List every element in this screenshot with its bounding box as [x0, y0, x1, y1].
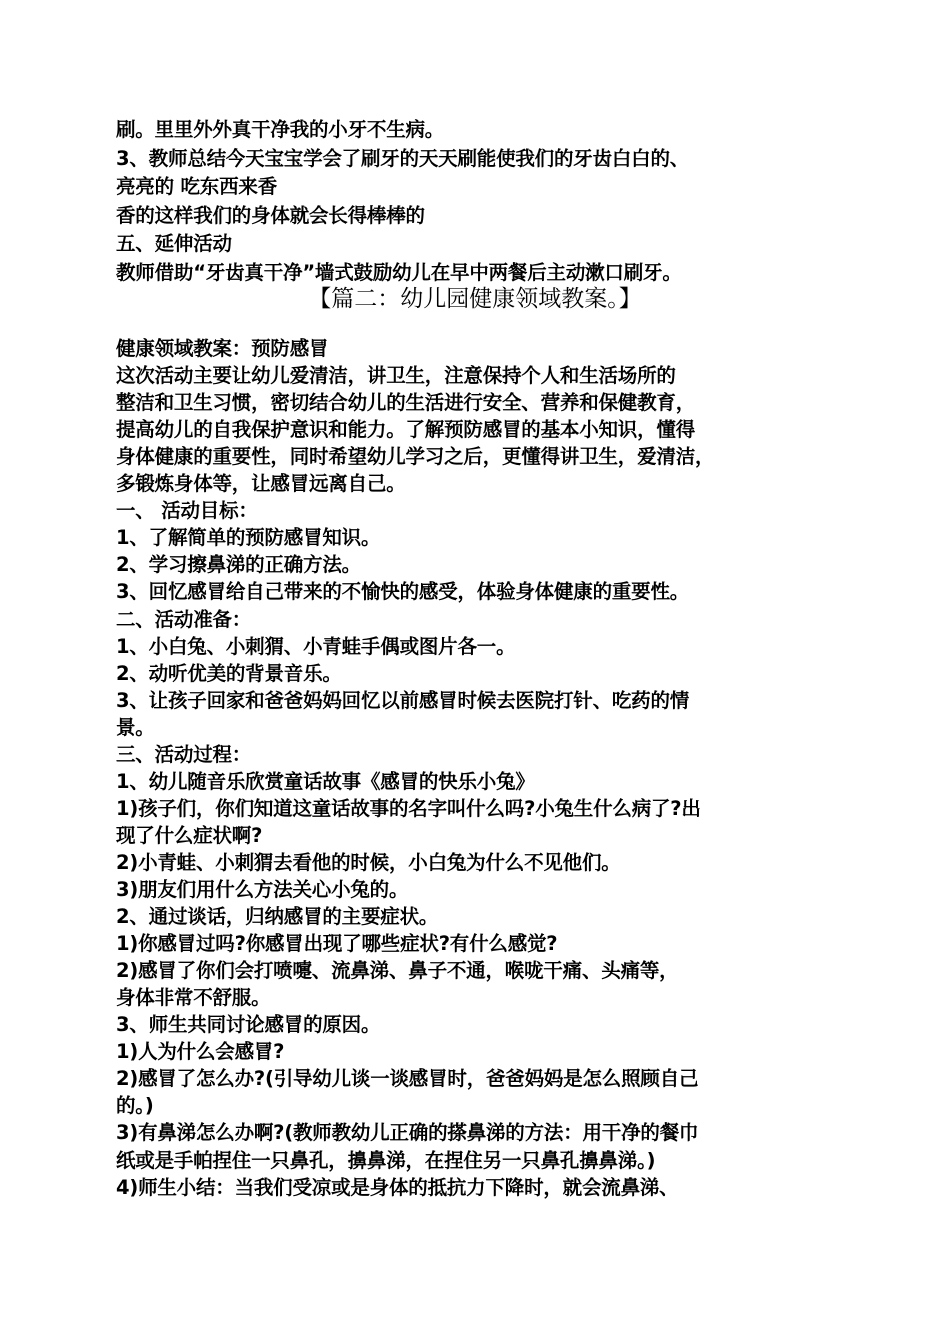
text-line: 的。) [116, 1094, 154, 1118]
text-line: 现了什么症状啊? [116, 823, 263, 847]
text-line: 3、回忆感冒给自己带来的不愉快的感受，体验身体健康的重要性。 [116, 580, 690, 604]
text-line: 2、动听优美的背景音乐。 [116, 661, 342, 685]
text-line: 三、活动过程： [116, 742, 252, 766]
text-line: 亮亮的 吃东西来香 [116, 175, 277, 199]
text-line: 身体健康的重要性，同时希望幼儿学习之后，更懂得讲卫生，爱清洁， [116, 445, 715, 469]
text-line: 1)人为什么会感冒? [116, 1040, 285, 1064]
section-heading: 【篇二：幼儿园健康领域教案。】 [308, 286, 642, 312]
text-line: 二、活动准备： [116, 607, 252, 631]
text-line: 刷。里里外外真干净我的小牙不生病。 [116, 118, 445, 141]
text-line: 1、幼儿随音乐欣赏童话故事《感冒的快乐小兔》 [116, 769, 535, 793]
text-line: 五、延伸活动 [116, 232, 232, 256]
text-line: 健康领域教案：预防感冒 [116, 337, 329, 360]
text-line: 一、 活动目标： [116, 499, 258, 523]
text-line: 整洁和卫生习惯，密切结合幼儿的生活进行安全、营养和保健教育， [116, 391, 696, 415]
text-line: 提高幼儿的自我保护意识和能力。了解预防感冒的基本小知识，懂得 [116, 418, 696, 442]
text-line: 3)朋友们用什么方法关心小兔的。 [116, 878, 409, 901]
text-line: 2、通过谈话，归纳感冒的主要症状。 [116, 905, 439, 929]
text-line: 多锻炼身体等，让感冒远离自己。 [116, 472, 406, 496]
text-line: 4)师生小结：当我们受凉或是身体的抵抗力下降时，就会流鼻涕、 [116, 1175, 679, 1199]
text-line: 2、学习擦鼻涕的正确方法。 [116, 553, 361, 577]
text-line: 香的这样我们的身体就会长得棒棒的 [116, 203, 425, 227]
text-line: 1、了解简单的预防感冒知识。 [116, 526, 381, 550]
text-line: 2)小青蛙、小刺猬去看他的时候，小白兔为什么不见他们。 [116, 850, 621, 874]
text-line: 3、教师总结今天宝宝学会了刷牙的天天刷能使我们的牙齿白白的、 [116, 146, 690, 170]
text-line: 1)你感冒过吗?你感冒出现了哪些症状?有什么感觉? [116, 932, 558, 956]
text-line: 景。 [116, 715, 155, 739]
text-line: 2)感冒了怎么办?(引导幼儿谈一谈感冒时，爸爸妈妈是怎么照顾自己 [116, 1067, 699, 1091]
text-line: 纸或是手帕捏住一只鼻孔，擤鼻涕，在捏住另一只鼻孔擤鼻涕。) [116, 1148, 656, 1172]
text-line: 3)有鼻涕怎么办啊?(教师教幼儿正确的搽鼻涕的方法：用干净的餐巾 [116, 1121, 699, 1145]
text-line: 教师借助“牙齿真干净”墙式鼓励幼儿在早中两餐后主动漱口刷牙。 [116, 261, 682, 284]
text-line: 1、小白兔、小刺猬、小青蛙手偶或图片各一。 [116, 634, 516, 658]
text-line: 3、让孩子回家和爸爸妈妈回忆以前感冒时候去医院打针、吃药的情 [116, 688, 690, 712]
text-line: 这次活动主要让幼儿爱清洁，讲卫生，注意保持个人和生活场所的 [116, 364, 676, 388]
text-line: 身体非常不舒服。 [116, 986, 271, 1010]
text-line: 2)感冒了你们会打喷嚏、流鼻涕、鼻子不通，喉咙干痛、头痛等， [116, 959, 679, 983]
text-line: 3、师生共同讨论感冒的原因。 [116, 1013, 381, 1037]
text-line: 1)孩子们，你们知道这童话故事的名字叫什么吗?小兔生什么病了?出 [116, 796, 701, 820]
